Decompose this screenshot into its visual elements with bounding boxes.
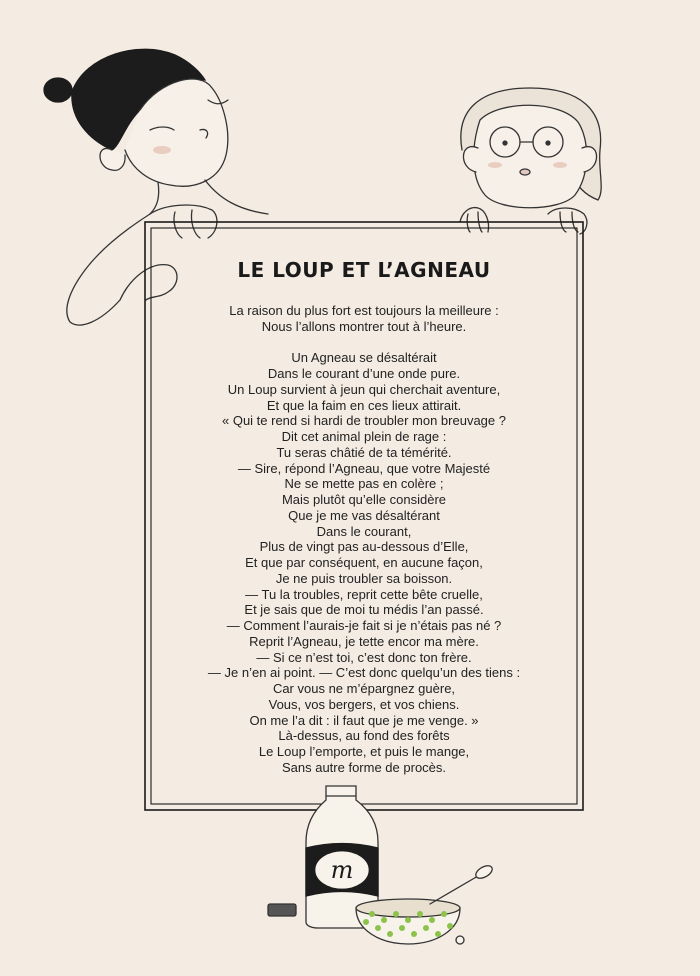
poem-title: LE LOUP ET L’AGNEAU xyxy=(237,258,491,282)
girl-with-glasses-illustration xyxy=(460,88,601,234)
poem-line: Et que la faim en ces lieux attirait. xyxy=(266,397,462,413)
poem-line: La raison du plus fort est toujours la meilleure : xyxy=(229,303,499,318)
poem-stanza xyxy=(145,303,583,335)
poem-line: Dit cet animal plein de rage : xyxy=(281,429,447,444)
poem-line: Que je me vas désaltérant xyxy=(288,507,440,523)
poem-body xyxy=(145,303,583,791)
bottle-label-text: m xyxy=(330,856,354,884)
poem-line: Dans le courant d’une onde pure. xyxy=(267,366,461,381)
poem-line: — Comment l’aurais-je fait si je n’étais pas né ? xyxy=(226,618,502,633)
poem-line: Plus de vingt pas au-dessous d’Elle, xyxy=(259,539,469,555)
poem-line: — Je n’en ai point. — C’est donc quelqu’un des tiens : xyxy=(207,665,521,681)
poem-line: On me l’a dit : il faut que je me venge. » xyxy=(249,712,479,728)
poem-line: — Si ce n’est toi, c’est donc ton frère. xyxy=(256,649,472,665)
poem-line: Sans autre forme de procès. xyxy=(281,759,447,775)
poem-line: — Tu la troubles, reprit cette bête cruelle, xyxy=(245,586,483,602)
poem-line: Le Loup l’emporte, et puis le mange, xyxy=(258,744,470,759)
poem-line: Car vous ne m’épargnez guère, xyxy=(272,681,456,696)
poem-line: Mais plutôt qu’elle considère xyxy=(281,492,447,507)
poem-line: « Qui te rend si hardi de troubler mon breuvage ? xyxy=(221,413,506,429)
poem-line: Là-dessus, au fond des forêts xyxy=(278,728,450,744)
poem-line: Tu seras châtié de ta témérité. xyxy=(276,444,452,460)
poem-line: Vous, vos bergers, et vos chiens. xyxy=(268,696,460,712)
girl-with-bun-illustration xyxy=(44,49,268,325)
poem-line: Reprit l’Agneau, je tette encor ma mère. xyxy=(249,633,479,649)
poem-line: Ne se mette pas en colère ; xyxy=(284,476,444,492)
poem-line: Et je sais que de moi tu médis l’an passé. xyxy=(244,602,484,618)
poem-line: Nous l’allons montrer tout à l’heure. xyxy=(261,318,467,334)
poem-line: Un Agneau se désaltérait xyxy=(291,350,437,366)
poem-line: — Sire, répond l’Agneau, que votre Majesté xyxy=(237,460,491,476)
poem-stanza xyxy=(145,350,583,775)
poem-line: Et que par conséquent, en aucune façon, xyxy=(245,555,483,570)
poem-line: Un Loup survient à jeun qui cherchait aventure, xyxy=(227,381,501,397)
poem-line: Dans le courant, xyxy=(316,523,412,539)
poem-line: Je ne puis troubler sa boisson. xyxy=(275,570,453,586)
